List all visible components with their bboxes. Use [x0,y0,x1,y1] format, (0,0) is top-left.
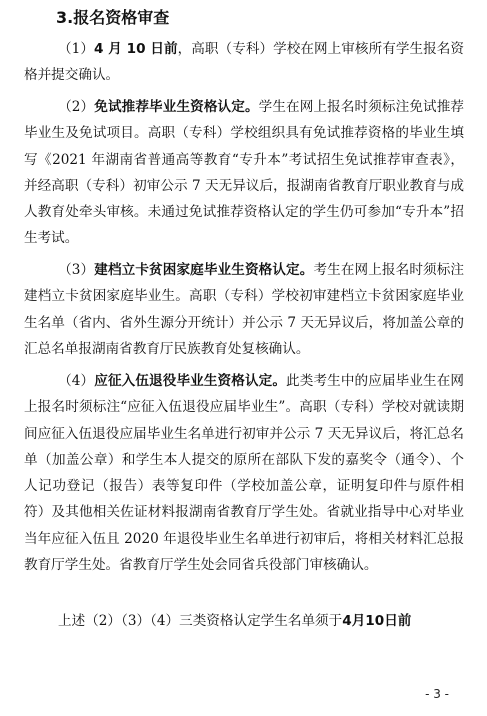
section-heading: 3.报名资格审查 [56,8,170,27]
paragraph-5-deadline: 4月10日前 [342,613,412,629]
paragraph-5 [24,608,464,634]
paragraph-4-text: 此类考生中的应届毕业生在网上报名时须标注“应征入伍退役应届毕业生”。高职（专科）学校对就读期间应征入伍退役应届毕业生名单进行初审并公示 7 天无异议后，将汇总名单（加盖公章）和学生本人提交的原所在部队下发的嘉奖令（通令）、个人记功登记（报告）表等复印件（学校加盖公章，证明复印件与原件相符）及其他相关佐证材料报湖南省教育厅学生处。省就业指导中心对毕业当年应征入伍且 2020 年退役毕业生名单进行初审后，将相关材料汇总报教育厅学生处。省教育厅学生处会同省兵役部门审核确认。 [24,373,465,574]
paragraph-2-number: （2） [58,99,95,115]
paragraph-2-title: 免试推荐毕业生资格认定。 [94,99,259,115]
paragraph-1 [24,36,464,89]
paragraph-1-deadline: 4 月 10 日前 [94,41,178,57]
paragraph-2-text: 学生在网上报名时须标注免试推荐毕业生及免试项目。高职（专科）学校组织具有免试推荐资格的毕业生填写《2021 年湖南省普通高等教育“专升本”考试招生免试推荐审查表》，并经高职（专科）初审公示 7 天无异议后，报湖南省教育厅职业教育与成人教育处牵头审核。未通过免试推荐资格认定的学生仍可参加“专升本”招生考试。 [24,99,465,247]
paragraph-2 [24,94,464,252]
paragraph-3-text: 考生在网上报名时须标注建档立卡贫困家庭毕业生。高职（专科）学校初审建档立卡贫困家庭毕业生名单（省内、省外生源分开统计）并公示 7 天无异议后，将加盖公章的汇总名单报湖南省教育厅民族教育处复核确认。 [24,262,465,357]
paragraph-1-text: ，高职（专科）学校在网上审核所有学生报名资格并提交确认。 [24,41,464,84]
paragraph-3-title: 建档立卡贫困家庭毕业生资格认定。 [94,262,314,278]
paragraph-3-number: （3） [58,262,95,278]
paragraph-4-title: 应征入伍退役毕业生资格认定。 [94,373,287,389]
paragraph-4 [24,368,464,578]
paragraph-5-text: 上述（2）（3）（4）三类资格认定学生名单须于 [58,613,343,629]
paragraph-1-number: （1） [58,41,95,57]
paragraph-4-number: （4） [58,373,95,389]
paragraph-3 [24,257,464,362]
page-number: - 3 - [425,687,449,701]
